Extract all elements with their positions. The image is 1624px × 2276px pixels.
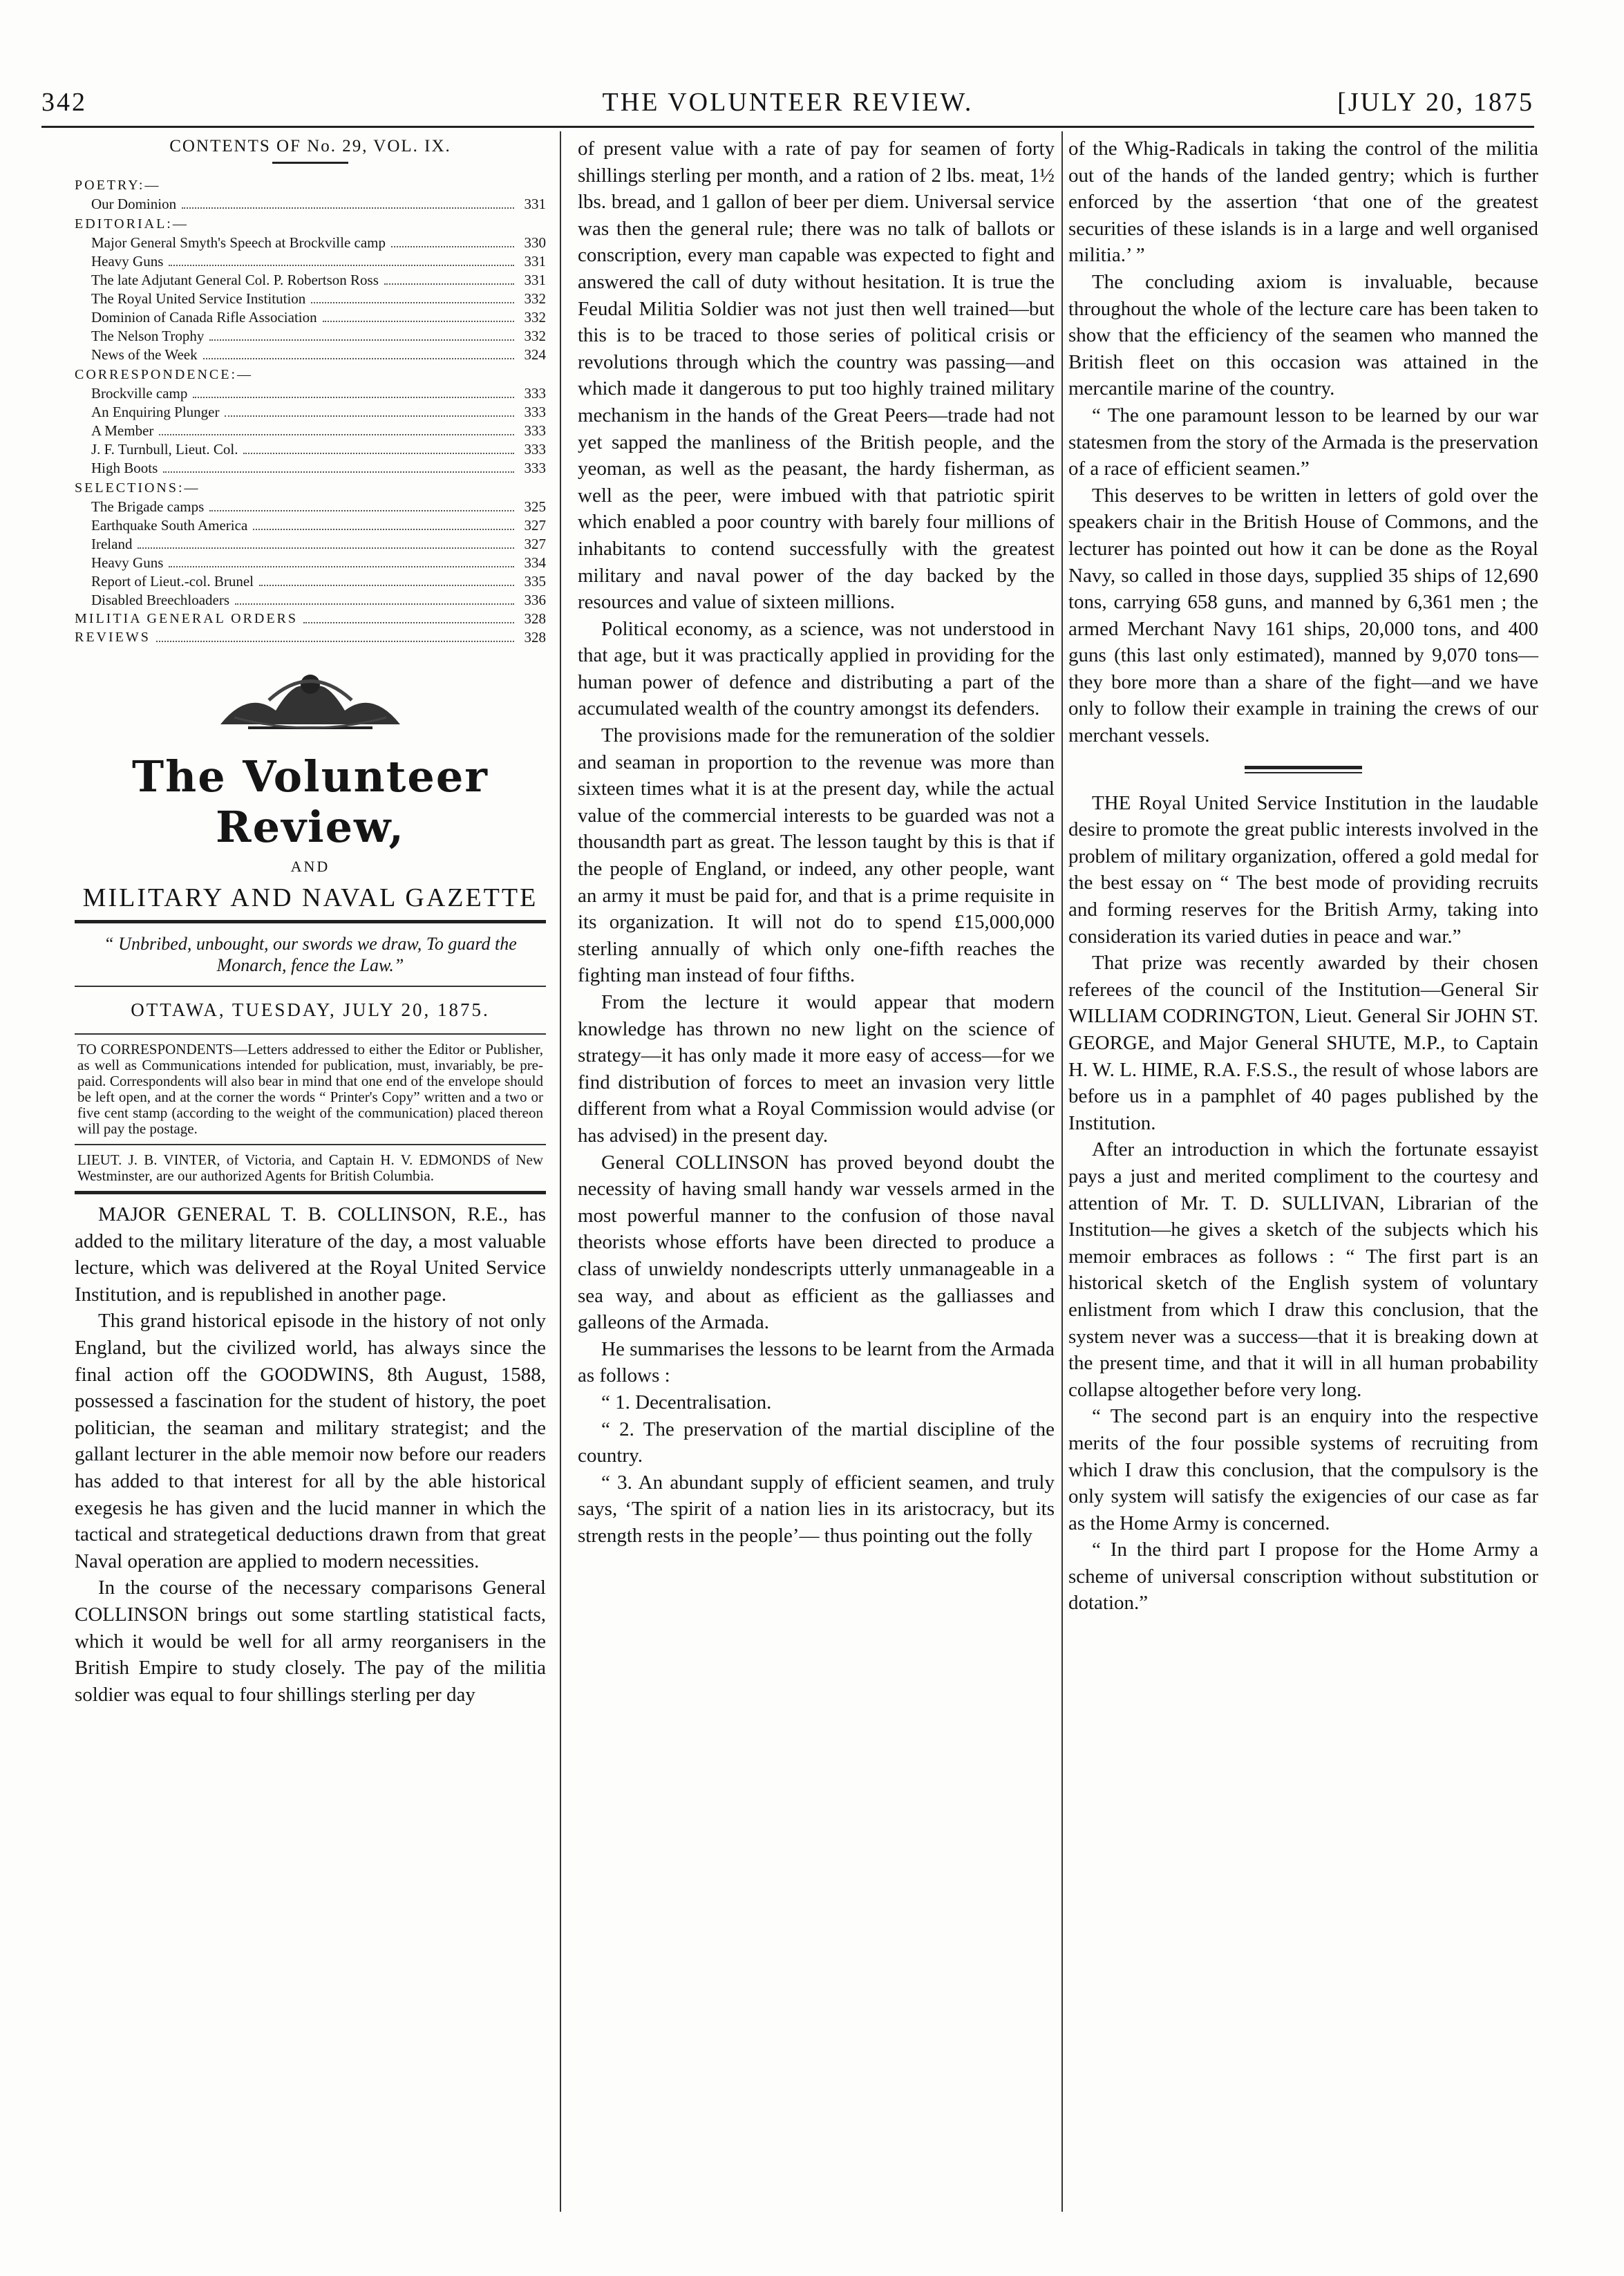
header-rule [41,126,1534,128]
article-paragraph: This deserves to be written in letters of gold over the speakers chair in the British House of Commons, and the lecturer has pointed out how it can be done as the Royal Navy, so called in those days, supplied 35 ships of 12,690 tons, carrying 658 guns, and manned by 6,361 men ; the armed Merchant Navy 161 ships, 20,000 tons, and 400 guns (this last only estimated), manned by 9,070 tons—they bore more than a share of the fight—and we have only to follow their example in training the crews of our merchant vessels. [1068,484,1538,747]
toc-leader [156,628,514,642]
toc-item [75,195,546,214]
motto-rule [75,986,546,987]
dateline-rule [75,1033,546,1035]
toc-leader [311,290,514,303]
toc-page: 332 [524,328,546,344]
article-paragraph: “ The one paramount lesson to be learned by our war statesmen from the story of the Armada is the preservation of a race of efficient seamen.” [1068,404,1538,480]
toc-leader [323,308,514,322]
toc-page: 331 [524,253,546,270]
toc-page: 333 [524,404,546,420]
article-paragraph: The concluding axiom is invaluable, because throughout the whole of the lecture care has been taken to show that the efficiency of the seamen who manned the British fleet on this occasion was attained in the mercantile marine of the country. [1068,270,1538,400]
masthead-rule [75,920,546,923]
masthead-title: The Volunteer Review, [132,751,489,852]
toc-item [75,384,546,403]
toc-item [75,498,546,516]
article-paragraph: After an introduction in which the fortunate essayist pays a just and merited compliment to the courtesy and attention of Mr. T. D. SULLIVAN, Librarian of the Institution—he gives a sketch of the subjects which his memoir embraces as follows : “ The first part is an historical sketch of the English system of voluntary enlistment from which I draw this conclusion, that the system never was a success—that it is breaking down at the present time, and that it will in all human probability collapse altogether before very long. [1068,1138,1538,1401]
toc-item-label: Heavy Guns [91,554,164,571]
toc-item-label: Disabled Breechloaders [91,592,230,608]
toc-section-row [75,628,546,647]
toc-item-label: A Member [91,422,154,439]
column-divider-1 [560,131,561,2212]
toc-item-label: Our Dominion [91,196,177,212]
toc-item-label: The Brigade camps [91,498,205,515]
toc-leader [209,327,514,341]
toc-leader [159,422,514,435]
toc-item-label: News of the Week [91,346,198,363]
article-paragraph: Political economy, as a science, was not understood in that age, but it was practically applied in providing for the human power of defence and distributing a part of the accumulated wealth of the country amongst its defenders. [578,617,1055,720]
toc-leader [259,572,514,586]
table-of-contents [75,176,546,647]
toc-leader [169,554,514,567]
agents-notice: LIEUT. J. B. VINTER, of Victoria, and Captain H. V. EDMONDS of New Westminster, are our authorized Agents for British Columbia. [77,1151,543,1184]
toc-page: 328 [524,610,546,627]
contents-rule [272,162,348,164]
toc-item [75,234,546,252]
toc-item [75,516,546,535]
section-rule [1245,766,1362,769]
toc-leader [193,384,514,398]
toc-item-label: J. F. Turnbull, Lieut. Col. [91,441,238,458]
article-continuation [578,135,1055,1549]
toc-section-heading: REVIEWS [75,630,151,645]
article-paragraph: That prize was recently awarded by their chosen referees of the council of the Institution—General Sir WILLIAM CODRINGTON, Lieut. General Sir JOHN ST. GEORGE, and Major General SHUTE, M.P., to Captain H. W. L. HIME, R.A. F.S.S., the result of whose labors are before us in a pamphlet of 40 pages published by the Institution. [1068,952,1538,1134]
toc-page: 335 [524,573,546,590]
toc-item [75,327,546,346]
toc-leader [203,346,514,359]
column-2 [578,135,1055,1549]
toc-leader [209,498,514,511]
toc-page: 328 [524,629,546,646]
page-number: 342 [41,88,87,117]
article-paragraph: He summarises the lessons to be learnt from the Armada as follows : [578,1337,1055,1387]
toc-page: 325 [524,498,546,515]
toc-leader [384,271,514,285]
toc-item-label: Ireland [91,536,133,552]
article-paragraph: General COLLINSON has proved beyond doubt the necessity of having small handy war vessels armed in the most powerful manner to the confusion of those naval theorists whose efforts have been directed to produce a class of unwieldy nondescripts utterly unmanageable in a sea way, and about as efficient as the galliasses and galleons of the Armada. [578,1151,1055,1334]
toc-item [75,422,546,440]
article-paragraph: MAJOR GENERAL T. B. COLLINSON, R.E., has added to the military literature of the day, a most valuable lecture, which was delivered at the Royal United Service Institution, and is republished in another page. [75,1203,546,1306]
toc-page: 333 [524,441,546,458]
toc-page: 336 [524,592,546,608]
article-paragraph: THE Royal United Service Institution in the laudable desire to promote the great public interests involved in the problem of military organization, offered a gold medal for the best essay on “ The best mode of providing recruits and forming reserves for the British Army, taking into consideration its varied duties in peace and war.” [1068,791,1538,948]
toc-page: 327 [524,536,546,552]
toc-item-label: Brockville camp [91,385,188,402]
column-3 [1068,135,1538,1617]
toc-page: 331 [524,272,546,288]
toc-item-label: Heavy Guns [91,253,164,270]
toc-item [75,308,546,327]
toc-section-row [75,610,546,628]
toc-item [75,591,546,610]
toc-leader [169,252,514,266]
article-paragraph: “ In the third part I propose for the Home Army a scheme of universal conscription without substitution or dotation.” [1068,1539,1538,1615]
toc-leader [182,195,514,209]
toc-page: 324 [524,346,546,363]
lesson-item: “ 2. The preservation of the martial discipline of the country. [578,1418,1055,1467]
toc-item-label: Major General Smyth's Speech at Brockville camp [91,234,386,251]
toc-item-label: Dominion of Canada Rifle Association [91,309,317,326]
dateline: OTTAWA, TUESDAY, JULY 20, 1875. [131,999,490,1020]
article-rule [75,1191,546,1194]
toc-item [75,440,546,459]
toc-section-heading: SELECTIONS:— [75,480,200,496]
article-paragraph: of the Whig-Radicals in taking the control of the militia out of the hands of the landed gentry; which is further enforced by the assertion ‘that one of the greatest securities of these islands is in a large and well organised militia.’ ” [1068,138,1538,267]
toc-leader [253,516,514,530]
article-collinson [75,1201,546,1708]
toc-section-heading: MILITIA GENERAL ORDERS [75,611,299,626]
ornament-icon [207,662,414,738]
masthead-and: AND [290,858,330,875]
article-paragraph: “ The second part is an enquiry into the respective merits of the four possible systems of recruiting from which I draw this conclusion, that the compulsory is the only system will satisfy the exigencies of our case as far as the Home Army is concerned. [1068,1405,1538,1534]
toc-item-label: Report of Lieut.-col. Brunel [91,573,254,590]
column-1 [75,135,546,1708]
toc-page: 332 [524,309,546,326]
toc-section-heading: POETRY:— [75,178,161,193]
section-rule-thin [1245,772,1362,773]
correspondents-notice: TO CORRESPONDENTS—Letters addressed to either the Editor or Publisher, as well as Communications intended for publication, must, invariably, be pre-paid. Correspondents will also bear in mind that one end of the envelope should be left open, and at the corner the words “ Printer's Copy” written and a two or five cent stamp (according to the weight of the communication) placed thereon will pay the postage. [77,1041,543,1137]
toc-leader [235,591,514,605]
toc-leader [303,610,514,623]
toc-page: 333 [524,385,546,402]
toc-item [75,252,546,271]
toc-item [75,572,546,591]
toc-item-label: The late Adjutant General Col. P. Robertson Ross [91,272,379,288]
toc-section-heading: EDITORIAL:— [75,216,189,232]
article-paragraph: From the lecture it would appear that modern knowledge has thrown no new light on the science of strategy—it has only made it more easy of access—for we find distribution of forces to meet an invasion very little different from what a Royal Commission would advise (or has advised) in the present day. [578,991,1055,1147]
toc-item [75,554,546,572]
toc-section-heading: CORRESPONDENCE:— [75,367,254,382]
toc-item-label: Earthquake South America [91,517,248,534]
toc-item-label: The Nelson Trophy [91,328,205,344]
article-paragraph: of present value with a rate of pay for seamen of forty shillings sterling per month, and a ration of 2 lbs. meat, 1½ lbs. bread, and 1 gallon of beer per diem. Universal service was then the general rule; there was no talk of ballots or conscription, every man capable was expected to fight and answered the call of duty without hesitation. It is true the Feudal Militia Soldier was not just then well trained—but this is to be traced to those series of political crisis or revolutions through which the country was passing—and which made it dangerous to put too highly trained military mechanism in the hands of the Great Peers—trade had not yet sapped the manliness of the British people, and the yeoman, as well as the peasant, the hardy fisherman, as well as the peer, were imbued with that patriotic spirit which enabled a poor country with barely four millions of inhabitants to contend successfully with the greatest military and naval power of the day backed by the resources and value of sixteen millions. [578,138,1055,614]
lesson-item: “ 3. An abundant supply of efficient seamen, and truly says, ‘The spirit of a nation lies in its aristocracy, but its strength rests in the people’— thus pointing out the folly [578,1471,1055,1547]
notice-rule [75,1144,546,1145]
toc-page: 331 [524,196,546,212]
article-paragraph: The provisions made for the remuneration of the soldier and seaman in proportion to the revenue was more than sixteen times what it is at the present day, while the actual value of the commercial interests to be guarded was not a thousandth part as great. The lesson taught by this is that if the people of England, or indeed, any other people, want an army it must be paid for, and that is a prime requisite in its organization. It will not do to spend £15,000,000 sterling annually of which only one-fifth reaches the fighting man instead of four fifths. [578,724,1055,987]
article-rusi [1068,790,1538,1617]
column-divider-2 [1061,131,1063,2212]
toc-page: 333 [524,460,546,476]
masthead-subtitle: MILITARY AND NAVAL GAZETTE [82,883,538,912]
toc-page: 327 [524,517,546,534]
toc-item-label: An Enquiring Plunger [91,404,220,420]
toc-leader [138,535,514,549]
toc-item [75,403,546,422]
toc-leader [163,459,514,473]
contents-title: CONTENTS OF No. 29, VOL. IX. [169,137,451,156]
ornament-vignette [75,662,546,742]
toc-page: 330 [524,234,546,251]
toc-leader [225,403,514,417]
publication-title: THE VOLUNTEER REVIEW. [602,88,974,117]
article-paragraph: In the course of the necessary comparisons General COLLINSON brings out some startling statistical facts, which it would be well for all army reorganisers in the British Empire to study closely. The pay of the militia soldier was equal to four shillings sterling per day [75,1577,546,1706]
toc-item [75,271,546,290]
toc-item-label: The Royal United Service Institution [91,290,306,307]
toc-leader [243,440,514,454]
toc-item [75,346,546,364]
toc-page: 333 [524,422,546,439]
article-paragraph: This grand historical episode in the history of not only England, but the civilized world, has always since the final action off the GOODWINS, 8th August, 1588, possessed a fascination for the student of history, the poet politician, the seaman and military strategist; and the gallant lecturer in the able memoir now before our readers has added to that interest for all by the able historical exegesis he has given and the lucid manner in which the tactical and strategetical deductions drawn from that great Naval operation are applied to modern necessities. [75,1310,546,1572]
toc-item [75,459,546,478]
motto: “ Unbribed, unbought, our swords we draw, To guard the Monarch, fence the Law.” [104,934,517,975]
toc-leader [391,234,514,247]
article-conclusion [1068,135,1538,749]
toc-item-label: High Boots [91,460,158,476]
issue-date: [JULY 20, 1875 [1337,88,1534,117]
toc-item [75,290,546,308]
lesson-item: “ 1. Decentralisation. [601,1391,772,1413]
toc-page: 332 [524,290,546,307]
masthead [75,751,546,913]
toc-page: 334 [524,554,546,571]
toc-item [75,535,546,554]
